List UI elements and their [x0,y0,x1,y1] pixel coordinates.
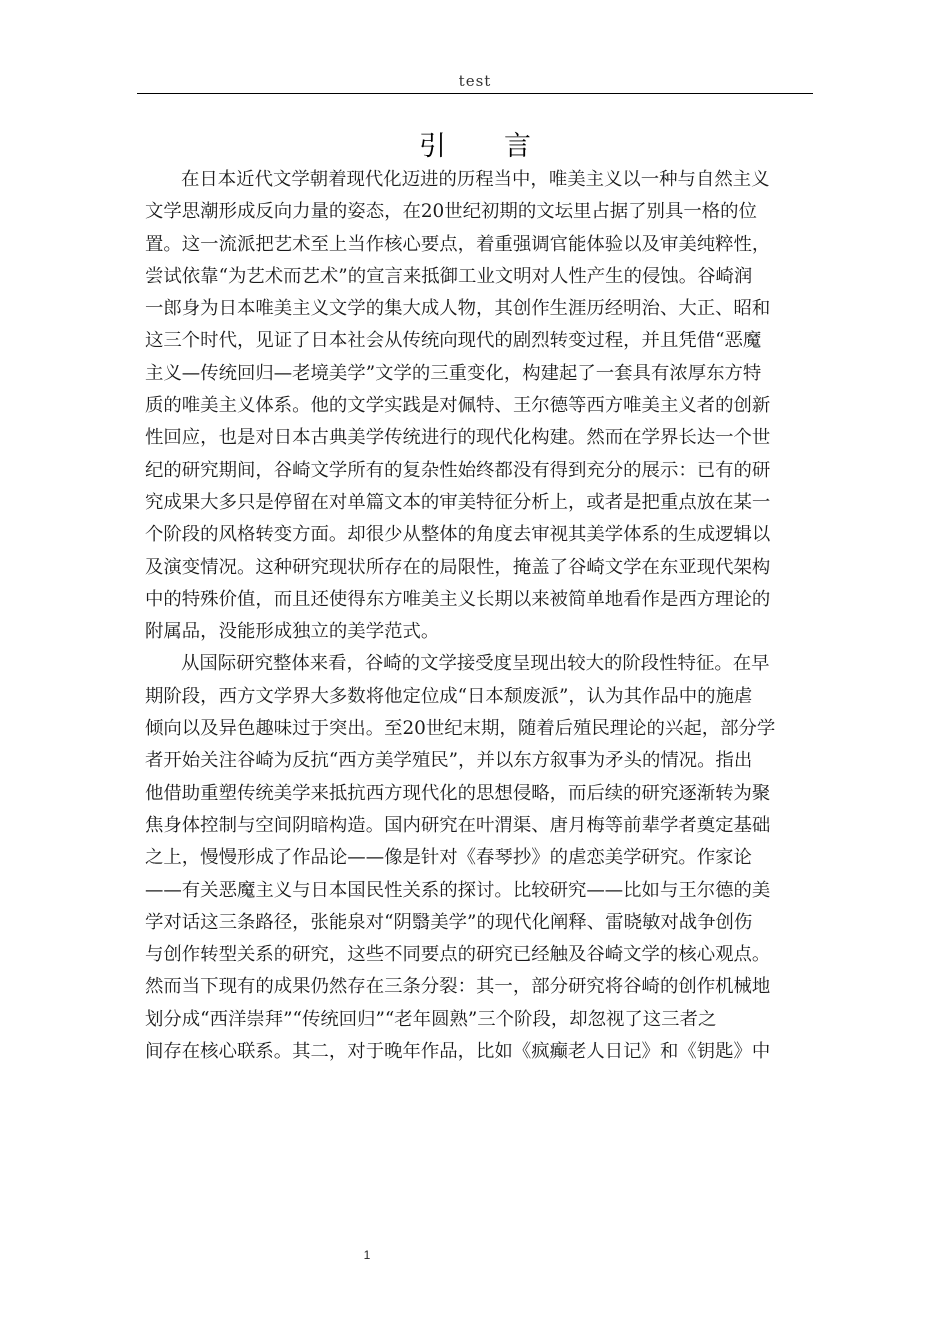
text-line: 然而当下现有的成果仍然存在三条分裂：其一，部分研究将谷崎的创作机械地 [145,976,771,998]
text-line: 质的唯美主义体系。他的文学实践是对佩特、王尔德等西方唯美主义者的创新 [145,395,771,417]
text-line: 一郎身为日本唯美主义文学的集大成人物，其创作生涯历经明治、大正、昭和 [145,298,771,320]
text-line: 他借助重塑传统美学来抵抗西方现代化的思想侵略，而后续的研究逐渐转为聚 [145,782,771,804]
text-line: ——有关恶魔主义与日本国民性关系的探讨。比较研究——比如与王尔德的美 [145,879,771,901]
text-line: 主义—传统回归—老境美学”文学的三重变化，构建起了一套具有浓厚东方特 [145,362,762,384]
text-line: 之上，慢慢形成了作品论——像是针对《春琴抄》的虐恋美学研究。作家论 [145,847,752,869]
page-number: 1 [363,1248,371,1262]
text-line: 者开始关注谷崎为反抗“西方美学殖民”，并以东方叙事为矛头的情况。指出 [145,750,753,772]
text-line: 划分成“西洋崇拜”“传统回归”“老年圆熟”三个阶段，却忽视了这三者之 [145,1008,717,1030]
text-line: 性回应，也是对日本古典美学传统进行的现代化构建。然而在学界长达一个世 [145,427,771,449]
text-line: 倾向以及异色趣味过于突出。至20世纪末期，随着后殖民理论的兴起，部分学 [145,718,776,740]
text-line: 及演变情况。这种研究现状所存在的局限性，掩盖了谷崎文学在东亚现代架构 [145,556,771,578]
body-text [145,164,805,1068]
text-line: 与创作转型关系的研究，这些不同要点的研究已经触及谷崎文学的核心观点。 [145,944,771,966]
text-line: 个阶段的风格转变方面。却很少从整体的角度去审视其美学体系的生成逻辑以 [145,524,771,546]
text-line: 从国际研究整体来看，谷崎的文学接受度呈现出较大的阶段性特征。在早 [181,653,770,675]
text-line: 究成果大多只是停留在对单篇文本的审美特征分析上，或者是把重点放在某一 [145,491,771,513]
text-line: 尝试依靠“为艺术而艺术”的宣言来抵御工业文明对人性产生的侵蚀。谷崎润 [145,265,753,287]
text-line: 文学思潮形成反向力量的姿态，在20世纪初期的文坛里占据了别具一格的位 [145,201,757,223]
text-line: 这三个时代，见证了日本社会从传统向现代的剧烈转变过程，并且凭借“恶魔 [145,330,762,352]
section-title [137,124,813,163]
text-line: 附属品，没能形成独立的美学范式。 [145,621,440,643]
header-divider [137,93,813,94]
text-line: 置。这一流派把艺术至上当作核心要点，着重强调官能体验以及审美纯粹性， [145,233,771,255]
title-char-2: 言 [504,131,531,162]
text-line: 学对话这三条路径，张能泉对“阴翳美学”的现代化阐释、雷晓敏对战争创伤 [145,911,753,933]
text-line: 在日本近代文学朝着现代化迈进的历程当中，唯美主义以一种与自然主义 [181,169,770,190]
text-line: 纪的研究期间，谷崎文学所有的复杂性始终都没有得到充分的展示：已有的研 [145,459,771,481]
text-line: 期阶段，西方文学界大多数将他定位成“日本颓废派”，认为其作品中的施虐 [145,685,753,707]
text-line: 中的特殊价值，而且还使得东方唯美主义长期以来被简单地看作是西方理论的 [145,588,771,610]
text-line: 间存在核心联系。其二，对于晚年作品，比如《疯癫老人日记》和《钥匙》中 [145,1041,771,1063]
title-char-1: 引 [419,131,446,162]
text-line: 焦身体控制与空间阴暗构造。国内研究在叶渭渠、唐月梅等前辈学者奠定基础 [145,814,771,836]
page-header: test [458,72,492,90]
